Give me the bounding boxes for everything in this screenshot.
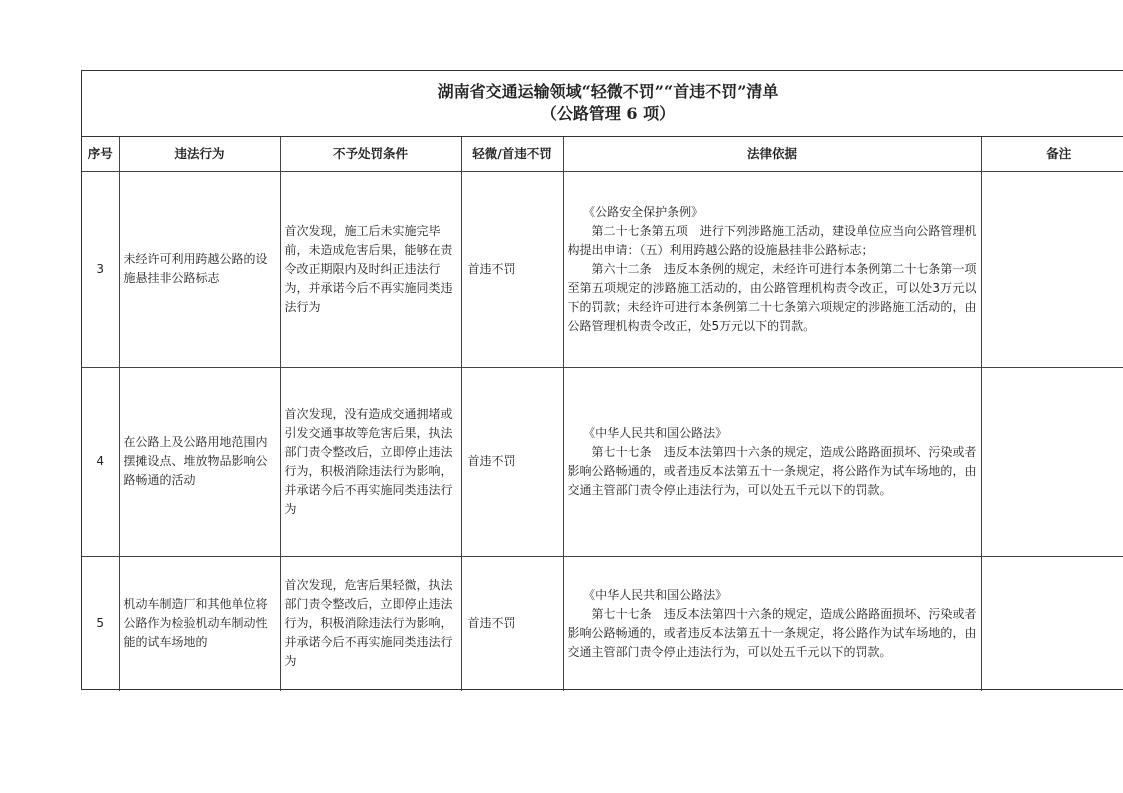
basis-source: 《中华人民共和国公路法》 xyxy=(583,425,728,440)
row-condition: 首次发现，没有造成交通拥堵或引发交通事故等危害后果，执法部门责令整改后，立即停止违法行为，积极消除违法行为影响，并承诺今后不再实施同类违法行为 xyxy=(280,367,461,556)
row-number: 3 xyxy=(82,171,119,367)
header-condition: 不予处罚条件 xyxy=(280,137,461,171)
basis-article: 第六十二条 违反本条例的规定，未经许可进行本条例第二十七条第一项至第五项规定的涉路施工活动的，由公路管理机构责令改正，可以处3万元以下的罚款；未经许可进行本条例第二十七条第六项规定的涉路施工活动的，由公路管理机构责令改正，处5万元以下的罚款。 xyxy=(567,261,977,333)
row-type: 首违不罚 xyxy=(461,556,563,691)
row-basis xyxy=(563,556,981,691)
basis-source: 《公路安全保护条例》 xyxy=(583,204,704,219)
row-note xyxy=(981,171,1123,367)
row-type: 首违不罚 xyxy=(461,367,563,556)
document-title xyxy=(82,71,1123,137)
basis-article: 第七十七条 违反本法第四十六条的规定，造成公路路面损坏、污染或者影响公路畅通的，或者违反本法第五十一条规定，将公路作为试车场地的，由交通主管部门责令停止违法行为，可以处五千元以下的罚款。 xyxy=(567,606,977,659)
row-number: 5 xyxy=(82,556,119,691)
header-seq: 序号 xyxy=(82,137,119,171)
table-row xyxy=(82,367,1123,556)
row-number: 4 xyxy=(82,367,119,556)
table-row xyxy=(82,171,1123,367)
document-frame xyxy=(81,70,1123,690)
basis-source: 《中华人民共和国公路法》 xyxy=(583,587,728,602)
row-condition: 首次发现，危害后果轻微，执法部门责令整改后，立即停止违法行为，积极消除违法行为影响，并承诺今后不再实施同类违法行为 xyxy=(280,556,461,691)
header-behavior: 违法行为 xyxy=(119,137,280,171)
header-basis: 法律依据 xyxy=(563,137,981,171)
row-condition: 首次发现，施工后未实施完毕前，未造成危害后果，能够在责令改正期限内及时纠正违法行为，并承诺今后不再实施同类违法行为 xyxy=(280,171,461,367)
table-header-row xyxy=(82,137,1123,171)
penalty-list-table xyxy=(82,137,1123,691)
row-behavior: 在公路上及公路用地范围内摆摊设点、堆放物品影响公路畅通的活动 xyxy=(119,367,280,556)
table-row xyxy=(82,556,1123,691)
header-type: 轻微/首违不罚 xyxy=(461,137,563,171)
title-line-1: 湖南省交通运输领域“轻微不罚”“首违不罚”清单 xyxy=(437,82,779,101)
basis-article: 第七十七条 违反本法第四十六条的规定，造成公路路面损坏、污染或者影响公路畅通的，或者违反本法第五十一条规定，将公路作为试车场地的，由交通主管部门责令停止违法行为，可以处五千元以下的罚款。 xyxy=(567,444,977,497)
row-type: 首违不罚 xyxy=(461,171,563,367)
title-line-2: （公路管理 6 项） xyxy=(540,104,676,123)
row-behavior: 未经许可利用跨越公路的设施悬挂非公路标志 xyxy=(119,171,280,367)
basis-article: 第二十七条第五项 进行下列涉路施工活动，建设单位应当向公路管理机构提出申请：（五）利用跨越公路的设施悬挂非公路标志； xyxy=(567,223,977,257)
row-note xyxy=(981,556,1123,691)
row-behavior: 机动车制造厂和其他单位将公路作为检验机动车制动性能的试车场地的 xyxy=(119,556,280,691)
header-note: 备注 xyxy=(981,137,1123,171)
row-basis xyxy=(563,367,981,556)
row-basis xyxy=(563,171,981,367)
row-note xyxy=(981,367,1123,556)
